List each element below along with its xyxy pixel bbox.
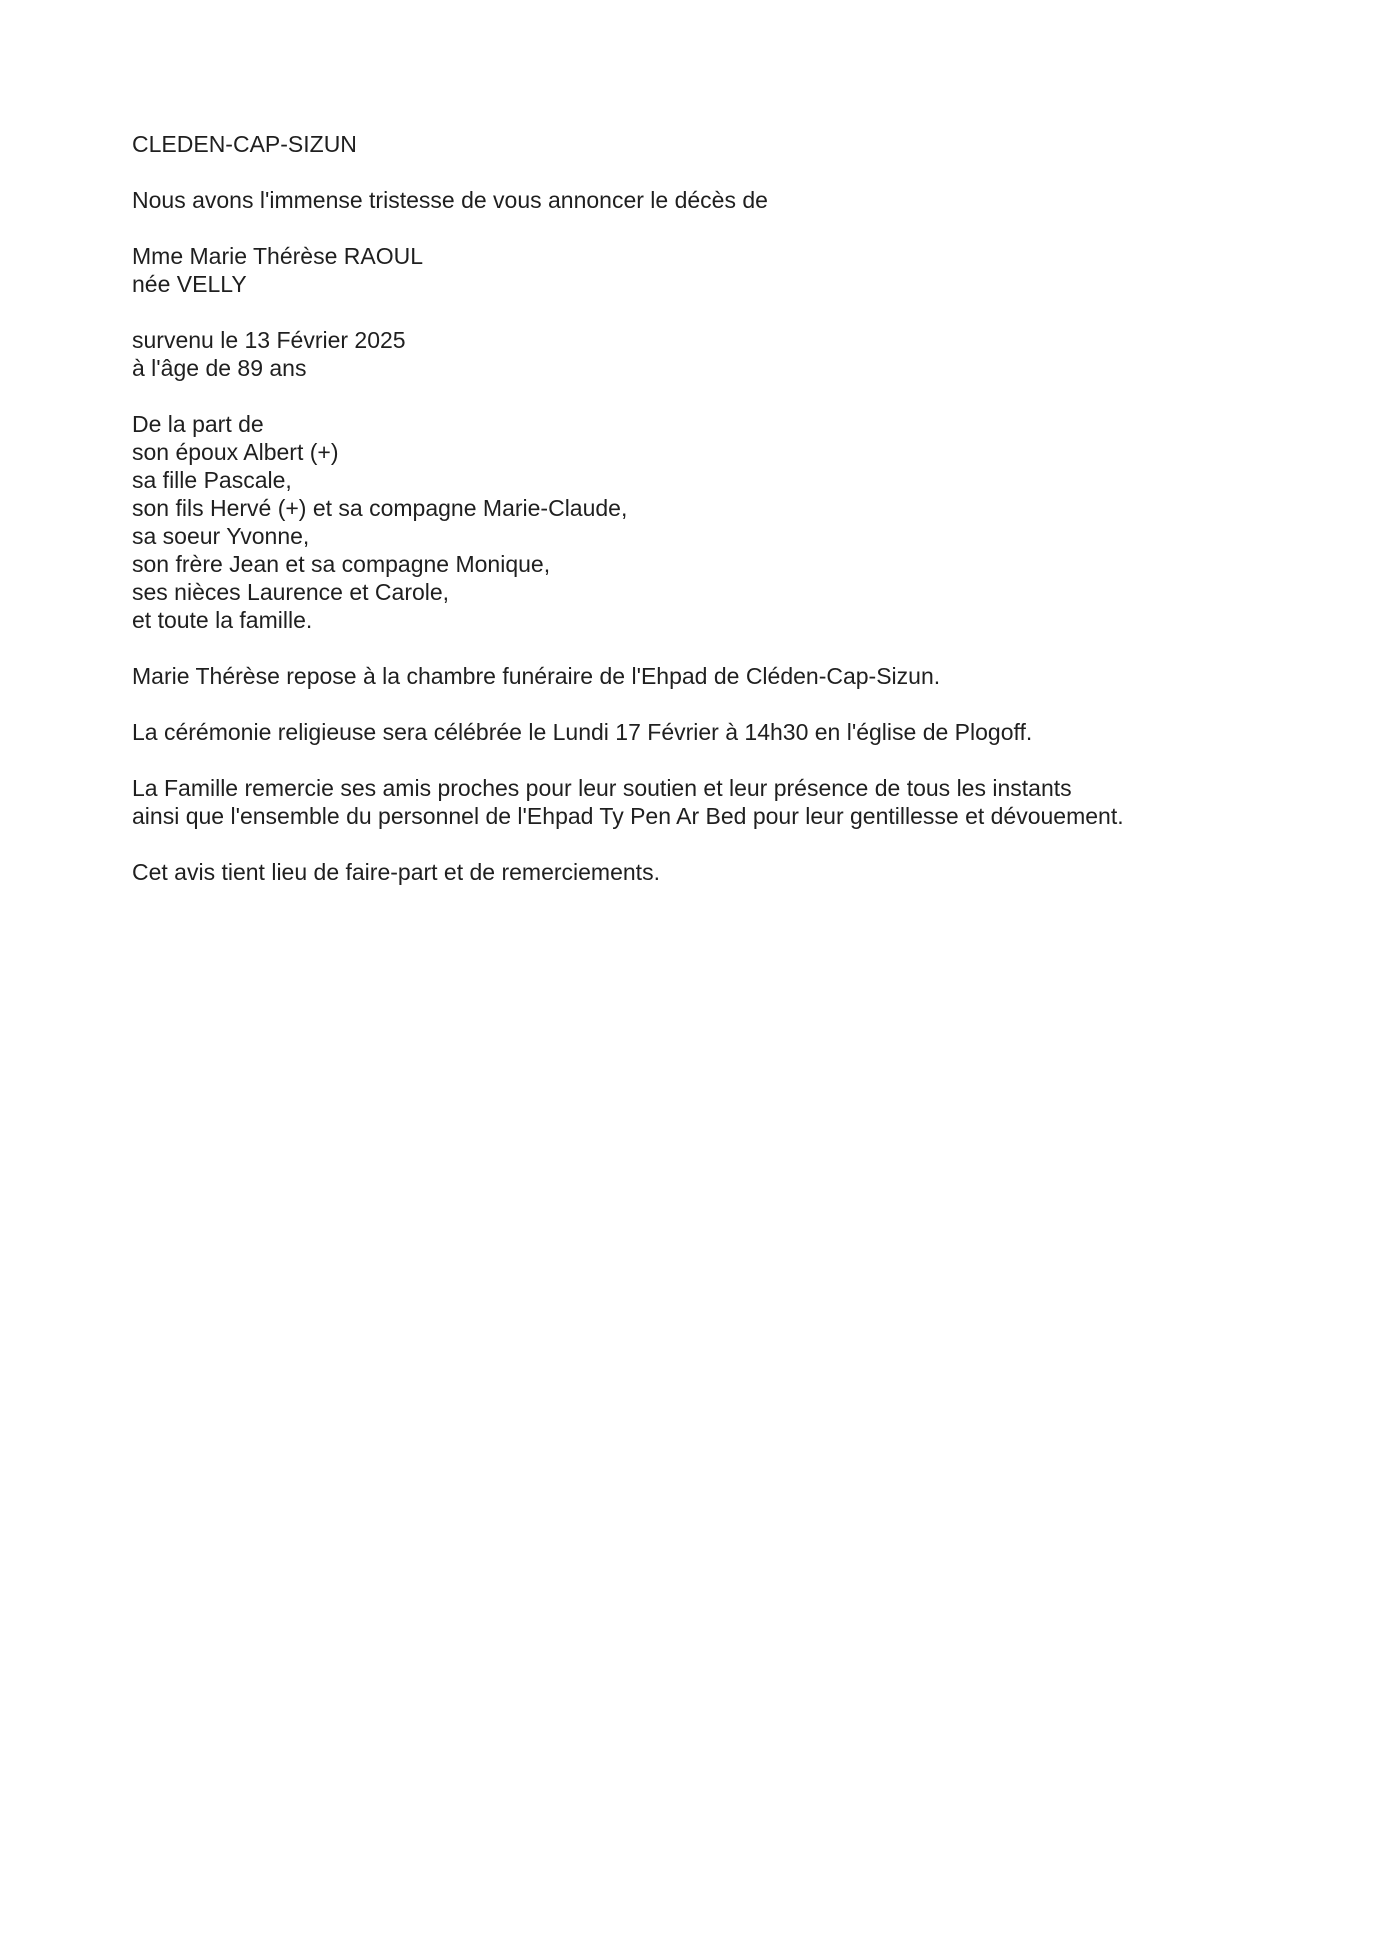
death-notice (132, 130, 1282, 914)
death-details-block (132, 326, 1282, 382)
family-line: De la part de (132, 411, 264, 437)
thanks-line: La Famille remercie ses amis proches pour leur soutien et leur présence de tous les instants (132, 775, 1072, 801)
death-date: survenu le 13 Février 2025 (132, 327, 406, 353)
family-line: sa soeur Yvonne, (132, 523, 310, 549)
deceased-block (132, 242, 1282, 298)
ceremony-block (132, 718, 1282, 746)
death-age: à l'âge de 89 ans (132, 355, 307, 381)
family-line: son frère Jean et sa compagne Monique, (132, 551, 551, 577)
family-line: son époux Albert (+) (132, 439, 339, 465)
repose-text: Marie Thérèse repose à la chambre funéraire de l'Ehpad de Cléden-Cap-Sizun. (132, 663, 941, 689)
closing-text: Cet avis tient lieu de faire-part et de remerciements. (132, 859, 660, 885)
maiden-name: née VELLY (132, 271, 247, 297)
intro-text: Nous avons l'immense tristesse de vous annoncer le décès de (132, 187, 768, 213)
closing-block (132, 858, 1282, 886)
family-line: son fils Hervé (+) et sa compagne Marie-Claude, (132, 495, 628, 521)
deceased-name: Mme Marie Thérèse RAOUL (132, 243, 423, 269)
town-block (132, 130, 1282, 158)
family-block (132, 410, 1282, 634)
family-line: sa fille Pascale, (132, 467, 292, 493)
thanks-block (132, 774, 1282, 830)
family-line: ses nièces Laurence et Carole, (132, 579, 450, 605)
intro-block (132, 186, 1282, 214)
thanks-line: ainsi que l'ensemble du personnel de l'Ehpad Ty Pen Ar Bed pour leur gentillesse et dévouement. (132, 803, 1124, 829)
repose-block (132, 662, 1282, 690)
town-name: CLEDEN-CAP-SIZUN (132, 131, 357, 157)
ceremony-text: La cérémonie religieuse sera célébrée le Lundi 17 Février à 14h30 en l'église de Plogoff. (132, 719, 1033, 745)
family-line: et toute la famille. (132, 607, 313, 633)
